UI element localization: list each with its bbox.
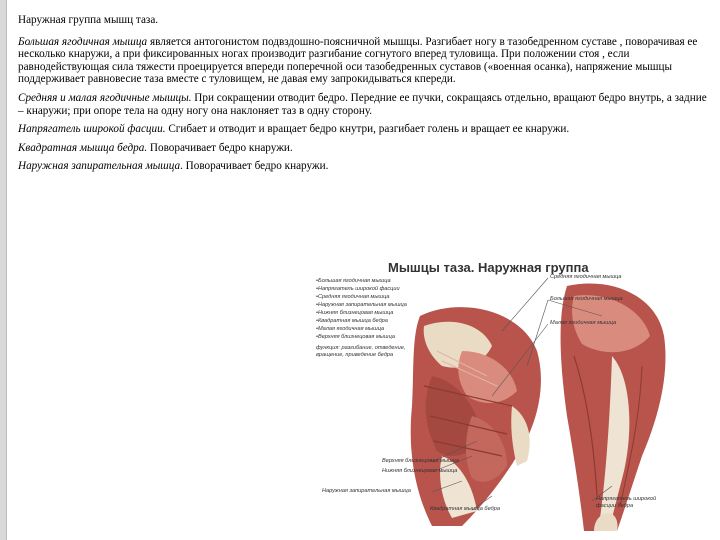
paragraph-text: Сгибает и отводит и вращает бедро кнутри, разгибает голень и вращает ее кнаружи. [165, 123, 570, 136]
legend-item: •Верхняя близнецовая мышца [316, 334, 395, 340]
figure-legend [316, 278, 416, 360]
paragraph-middle-minor-gluteal [18, 92, 708, 117]
legend-item: •Большая ягодичная мышца [316, 278, 391, 284]
label-tensor-fascia: Напрягатель широкой фасции бедра [596, 496, 657, 509]
label-gluteus-maximus: Большая ягодичная мышца [550, 296, 623, 302]
term: Напрягатель широкой фасции. [18, 123, 166, 136]
legend-item: •Нижняя близнецовая мышца [316, 310, 394, 316]
slide-edge-line [6, 0, 7, 540]
paragraph-tensor [18, 123, 708, 136]
term: Квадратная мышца бедра. [18, 141, 148, 154]
paragraph-quadratus [18, 142, 708, 155]
term: Наружная запирательная мышца [18, 160, 181, 173]
figure-title: Мышцы таза. Наружная группа [388, 260, 589, 275]
paragraph-text: является антогонистом подвздошно-поясничной мышцы. Разгибает ногу в тазобедренном суставе , поворачивая ее несколько кнаружи, а при фиксированных ногах производит разгибание согнутого вперед туловища. При положении стоя , если равнодействующая сила тяжести проецируется впереди поперечной оси тазобедренных суставов («военная осанка), напряжение мышцы поддерживает равновесие таза вместе с туловищем, не давая ему запрокидываться кпереди. [18, 35, 698, 86]
term: Средняя и малая ягодичные мышцы. [18, 91, 192, 104]
label-quadratus-femoris: Квадратная мышца бедра [430, 506, 500, 512]
paragraph-obturator [18, 160, 708, 173]
paragraph-text: . Поворачивает бедро кнаружи. [180, 160, 329, 173]
pelvis-lateral-view [411, 307, 541, 526]
legend-item: •Напрягатель широкой фасции [316, 286, 400, 292]
paragraph-text: Поворачивает бедро кнаружи. [147, 141, 293, 154]
anatomy-figure [312, 256, 712, 536]
slide-text [18, 14, 708, 179]
page-title: Наружная группа мышц таза. [18, 14, 159, 26]
legend-item: •Квадратная мышца бедра [316, 318, 388, 324]
legend-item: •Средняя ягодичная мышца [316, 294, 390, 300]
label-obturator-external: Наружная запирательная мышца [322, 488, 411, 494]
legend-function-note: функция: разгибание, отведение, вращение, приведение бедра [316, 345, 406, 358]
label-upper-gemellus: Верхняя близнецовая мышца [382, 458, 459, 464]
label-middle-gluteal: Средняя ягодичная мышца [550, 274, 622, 280]
label-lower-gemellus: Нижняя близнецовая мышца [382, 468, 458, 474]
label-minor-gluteal: Малая ягодичная мышца [550, 320, 617, 326]
term: Большая ягодичная мышца [18, 35, 148, 48]
paragraph-gluteus-maximus [18, 36, 708, 86]
legend-item: •Малая ягодичная мышца [316, 326, 385, 332]
legend-item: •Наружная запирательная мышца [316, 302, 407, 308]
paragraph-text: При сокращении отводит бедро. Передние ее пучки, сокращаясь отдельно, вращают бедро внутрь, а задние – кнаружи; при опоре тела на одну ногу она наклоняет таз в одну сторону. [18, 91, 707, 117]
